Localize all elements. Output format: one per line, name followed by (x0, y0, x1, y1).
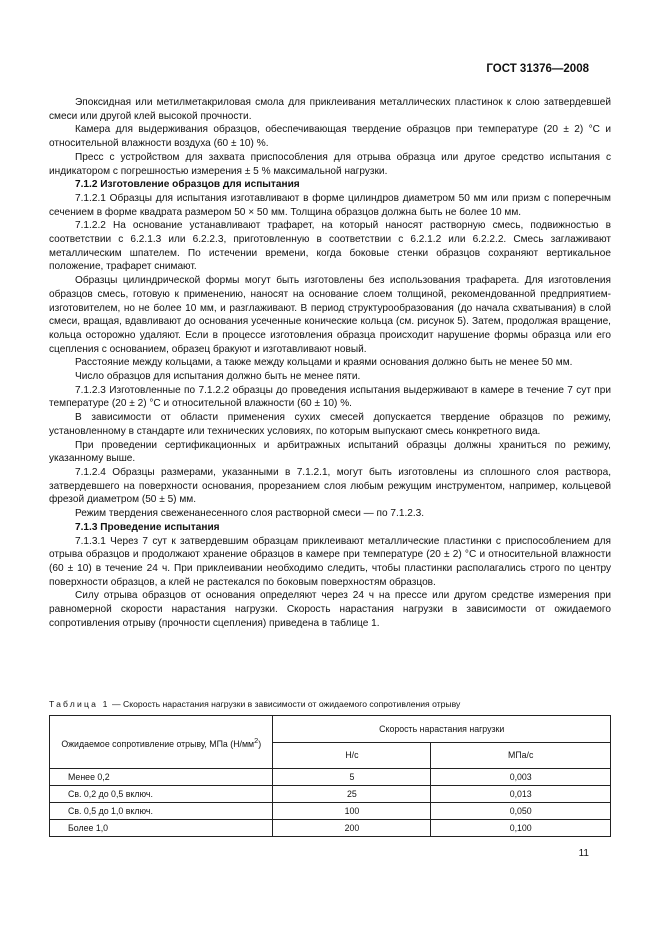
table-row (50, 803, 611, 820)
cell-label: Более 1,0 (50, 820, 273, 837)
cell-n-per-s: 25 (273, 786, 431, 803)
table-header-load-rate: Скорость нарастания нагрузки (273, 716, 611, 743)
table-header-resistance: Ожидаемое сопротивление отрыву, МПа $(Н/мм^2)$ (50, 716, 273, 769)
section-heading: 7.1.2 Изготовление образцов для испытания (75, 179, 300, 191)
cell-label: Св. 0,5 до 1,0 включ. (50, 803, 273, 820)
cell-label: Св. 0,2 до 0,5 включ. (50, 786, 273, 803)
paragraph: Камера для выдерживания образцов, обеспечивающая твердение образцов при температуре (20 ± 2) °С и относительной влажности воздуха (60 ± 10) %. (49, 124, 611, 150)
cell-n-per-s: 200 (273, 820, 431, 837)
cell-n-per-s: 5 (273, 769, 431, 786)
paragraph: При проведении сертификационных и арбитражных испытаний образцы должны храниться по режиму, указанному выше. (49, 439, 611, 465)
paragraph: Режим твердения свеженанесенного слоя растворной смеси — по 7.1.2.3. (75, 508, 425, 520)
cell-mpa-per-s: 0,100 (431, 820, 611, 837)
table-caption-text: — Скорость нарастания нагрузки в зависимости от ожидаемого сопротивления отрыву (109, 699, 461, 709)
paragraph: В зависимости от области применения сухих смесей допускается твердение образцов по режиму, установленному в стандарте или технических условиях, по которым выпускают смесь конкретного вида. (49, 412, 611, 437)
table-caption-label: Таблица 1 (49, 699, 110, 709)
cell-mpa-per-s: 0,050 (431, 803, 611, 820)
paragraph: 7.1.2.4 Образцы размерами, указанными в 7.1.2.1, могут быть изготовлены из сплошного слоя раствора, затвердевшего на поверхности основания, прорезанием слоя любым режущим инструментом, например, кольцевой фрезой диаметром (50 ± 5) мм. (49, 466, 611, 506)
cell-n-per-s: 100 (273, 803, 431, 820)
paragraph: Пресс с устройством для захвата приспособления для отрыва образца или другое средство испытания с индикатором с погрешностью измерения ± 5 % максимальной нагрузки. (49, 151, 611, 177)
paragraph: Силу отрыва образцов от основания определяют через 24 ч на прессе или другом средстве измерения при равномерной скорости нарастания нагрузки. Скорость нарастания нагрузки в зависимости от ожидаемого сопротивления отрыву (прочности сцепления) приведена в таблице 1. (49, 590, 611, 629)
standard-number: ГОСТ 31376—2008 (486, 63, 589, 75)
paragraph: 7.1.3.1 Через 7 сут к затвердевшим образцам приклеивают металлические пластинки с приспособлением для отрыва образцов и продолжают хранение образцов в камере при температуре (20 ± 2) °С и относительной влажности (60 ± 10) в течение 24 ч. При приклеивании необходимо следить, чтобы пластинки располагались строго по центру поверхности образцов, а клей не растекался по боковым поверхностям образцов. (49, 535, 611, 588)
table-caption (49, 699, 611, 709)
paragraph: Число образцов для испытания должно быть не менее пяти. (75, 371, 361, 383)
table-row (50, 820, 611, 837)
table-header-unit-mpa: МПа/с (431, 743, 611, 769)
page-number: 11 (578, 848, 589, 859)
paragraph: 7.1.2.1 Образцы для испытания изготавливают в форме цилиндров диаметром 50 мм или призм с поперечным сечением в форме квадрата размером 50 × 50 мм. Толщина образцов должна быть не более 10 мм. (49, 192, 611, 218)
table-header-unit-n: Н/с (273, 743, 431, 769)
table-row (50, 769, 611, 786)
cell-label: Менее 0,2 (50, 769, 273, 786)
cell-mpa-per-s: 0,013 (431, 786, 611, 803)
paragraph: Расстояние между кольцами, а также между кольцами и краями основания должно быть не менее 50 мм. (75, 357, 573, 369)
paragraph: 7.1.2.3 Изготовленные по 7.1.2.2 образцы до проведения испытания выдерживают в камере в течение 7 сут при температуре (20 ± 2) °С и относительной влажности (60 ± 10) %. (49, 384, 611, 410)
cell-mpa-per-s: 0,003 (431, 769, 611, 786)
body-text (49, 96, 611, 630)
load-rate-table (49, 715, 611, 837)
section-heading: 7.1.3 Проведение испытания (75, 521, 220, 533)
paragraph: Эпоксидная или метилметакриловая смола для приклеивания металлических пластинок к слою затвердевшей смеси или другой клей высокой прочности. (49, 97, 611, 122)
paragraph: 7.1.2.2 На основание устанавливают трафарет, на который наносят растворную смесь, подвижностью в соответствии с 6.2.1.3 или 6.2.2.3, приготовленную в соответствии с 6.2.1.2 или 6.2.2.2. Смесь заглаживают металлическим шпателем. По истечении времени, когда боковые стенки образцов сохраняют вертикальное положение, трафарет снимают. (49, 220, 611, 273)
paragraph: Образцы цилиндрической формы могут быть изготовлены без использования трафарета. Для изготовления образцов смесь, готовую к применению, наносят на основание слоем толщиной, рекомендованной предприятием-изготовителем, но не более 10 мм, и разглаживают. В период структурообразования (до начала схватывания) в слой смеси, вращая, вдавливают до основания усеченные конические кольца (см. рисунок 5). Затем, продолжая вращение, кольца осторожно удаляют. Если в процессе изготовления образца происходит нарушение формы образца или его сцепления с основанием, образец бракуют и изготавливают новый. (49, 275, 611, 355)
table-row (50, 786, 611, 803)
